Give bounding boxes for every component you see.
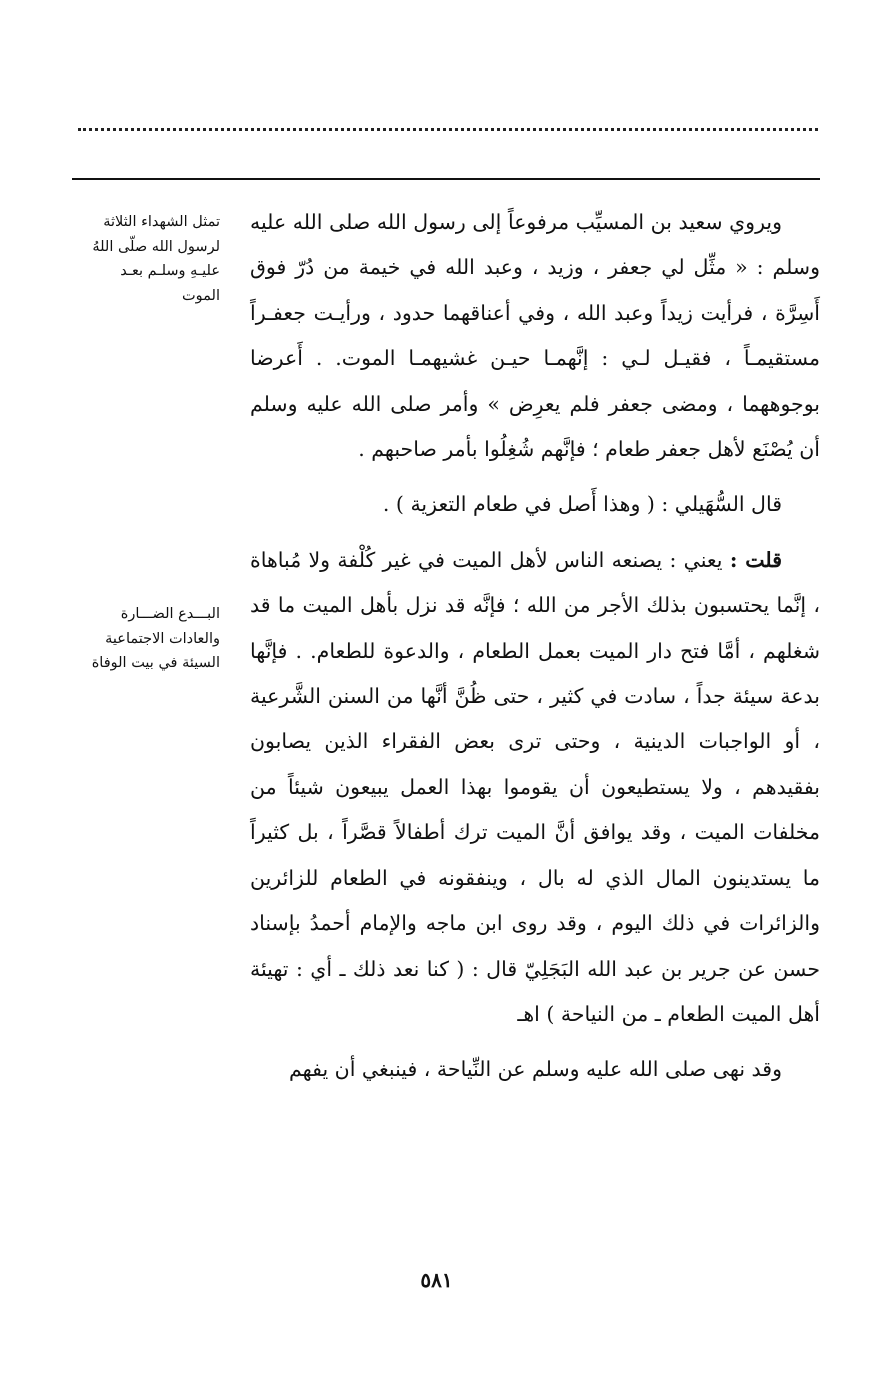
margin-note-line: تمثل الشهداء الثلاثة — [103, 214, 220, 230]
commentary-text: يعني : يصنعه الناس لأهل الميت في غير كُلْفة ولا مُباهاة ، إنَّما يحتسبون بذلك الأجر من الله ؛ فإنَّه قد نزل بأهل الميت ما قد شغلهم ، أمَّا فتح دار الميت بعمل الطعام ، والدعوة للطعام. . فإنَّها بدعة سيئة جداً ، سادت في كثير ، حتى ظُنَّ أنَّها من السنن الشَّرعية ، أو الواجبات الدينية ، وحتى ترى بعض الفقراء الذين يصابون بفقيدهم ، ولا يستطيعون أن يقوموا بهذا العمل يبيعون شيئاً من مخلفات الميت ، وقد يوافق أنَّ الميت ترك أطفالاً قصَّراً ، بل كثيراً ما يستدينون المال الذي له بال ، وينفقونه في الطعام للزائرين والزائرات في ذلك اليوم ، وقد روى ابن ماجه والإمام أحمدُ بإسناد حسن عن جرير بن عبد الله البَجَلِيّ قال : ( كنا نعد ذلك ـ أي : تهيئة أهل الميت الطعام ـ من النياحة ) اهـ — [250, 547, 820, 1026]
commentary-lead: قلت : — [729, 547, 782, 572]
margin-note-martyrs — [60, 210, 220, 308]
page-number: ٥٨١ — [420, 1268, 453, 1292]
paragraph-commentary — [250, 538, 820, 1037]
paragraph-closing: وقد نهى صلى الله عليه وسلم عن النِّياحة ، فينبغي أن يفهم — [288, 1057, 782, 1082]
dotted-separator — [78, 128, 818, 131]
margin-note-line: البـــدع الضـــارة — [120, 606, 220, 622]
paragraph-suhayli: قال السُّهَيلي : ( وهذا أَصل في طعام التعزية ) . — [382, 492, 782, 517]
paragraph-hadith: ويروي سعيد بن المسيِّب مرفوعاً إلى رسول الله صلى الله عليه وسلم : « مثِّل لي جعفر ، وزيد ، وعبد الله في خيمة من دُرّ فوق أَسِرَّة ، فرأيت زيداً وعبد الله ، وفي أعناقهما حدود ، ورأيـت جعفـراً مستقيمـاً ، فقيـل لـي : إنَّهمـا حيـن غشيهمـا الموت. . أَعرضا بوجوههما ، ومضى جعفر فلم يعرِض » وأمر صلى الله عليه وسلم أن يُصْنَع لأهل جعفر طعام ؛ فإنَّهم شُغِلُوا بأمر صاحبهم . — [250, 210, 820, 462]
main-text — [250, 200, 820, 1093]
margin-note-line: السيئة في بيت الوفاة — [91, 655, 220, 671]
margin-note-line: الموت — [182, 287, 220, 304]
header-rule — [72, 178, 820, 180]
margin-note-line: عليـهِ وسلـم بعـد — [120, 263, 220, 279]
margin-note-line: لرسول الله صلّى اللهُ — [92, 238, 220, 255]
margin-note-innovations — [60, 602, 220, 676]
margin-note-line: والعادات الاجتماعية — [105, 630, 220, 647]
